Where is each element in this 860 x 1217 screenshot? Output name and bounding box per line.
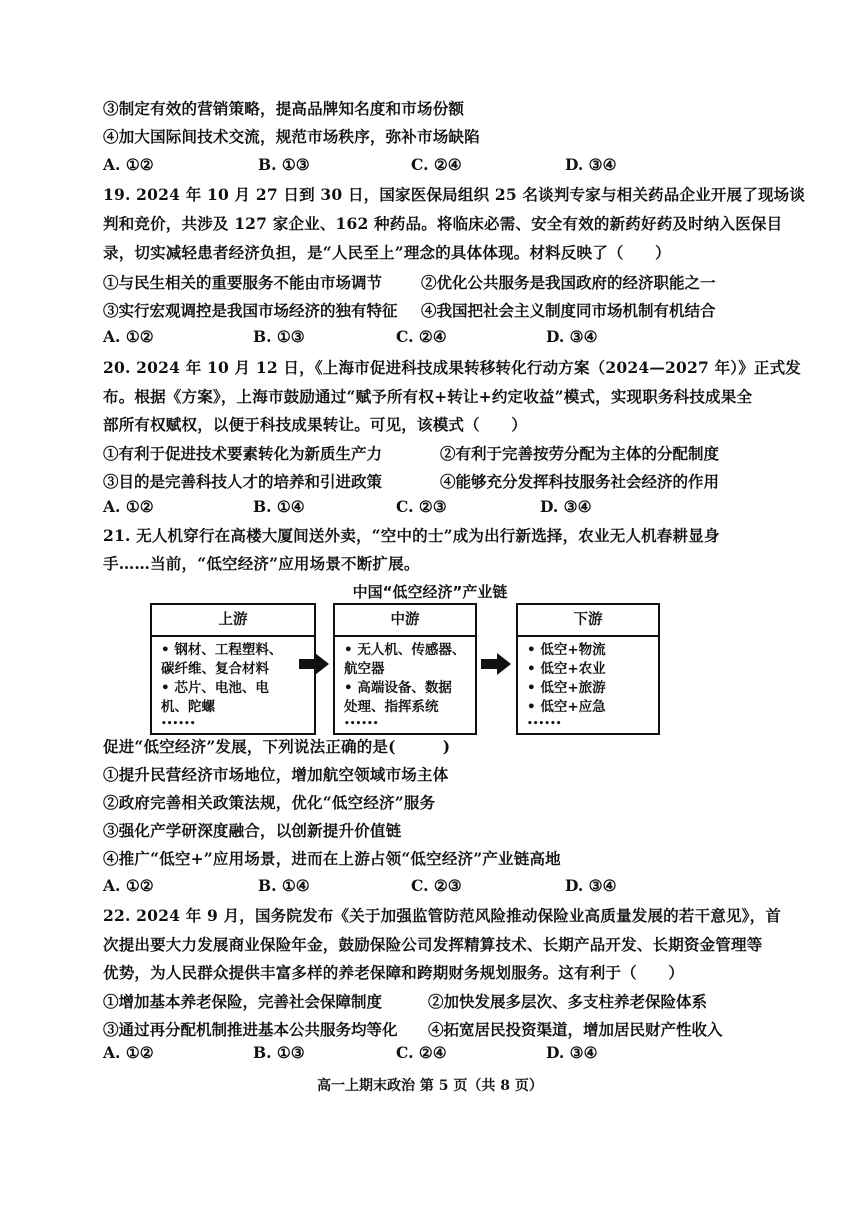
answer-b: B. ①④ [253,497,305,516]
q22-option-2: ②加快发展多层次、多支柱养老保险体系 [428,992,708,1011]
q22-option-3: ③通过再分配机制推进基本公共服务均等化 [103,1020,398,1039]
q22-option-4: ④拓宽居民投资渠道，增加居民财产性收入 [428,1020,723,1039]
upstream-items [152,637,314,731]
midstream-item: • 高端设备、数据 [344,680,452,696]
answer-c: C. ②④ [411,155,462,174]
q20-option-4: ④能够充分发挥科技服务社会经济的作用 [440,472,720,491]
arrow-icon [297,652,331,676]
midstream-item: 处理、指挥系统 [344,699,439,715]
midstream-item: 航空器 [344,661,385,677]
q21-question: 促进“低空经济”发展，下列说法正确的是( ) [103,737,451,756]
q22-answers [103,1043,803,1065]
q19-stem-line-1: 19. 2024 年 10 月 27 日到 30 日，国家医保局组织 25 名谈判专家与相关药品企业开展了现场谈 [103,185,806,204]
q22-stem-line-3: 优势，为人民群众提供丰富多样的养老保障和跨期财务规划服务。这有利于（ ） [103,963,684,982]
q22-options-row-1 [103,990,803,1012]
midstream-item: • 无人机、传感器、 [344,642,466,658]
answer-d: D. ③④ [546,327,598,346]
midstream-item: •••••• [344,719,379,729]
upstream-item: 机、陀螺 [161,699,215,715]
answer-c: C. ②④ [396,1043,447,1062]
midstream-items [335,637,475,731]
q19-option-2: ②优化公共服务是我国政府的经济职能之一 [421,273,716,292]
downstream-head: 下游 [518,605,658,637]
upstream-box [150,603,316,735]
midstream-head: 中游 [335,605,475,637]
q20-stem-line-1: 20. 2024 年 10 月 12 日，《上海市促进科技成果转移转化行动方案（2024—2027 年）》正式发 [103,358,802,377]
q18-option-3: ③制定有效的营销策略，提高品牌知名度和市场份额 [103,99,465,118]
q18-answers [103,155,803,177]
q21-option-3: ③强化产学研深度融合，以创新提升价值链 [103,821,402,840]
downstream-item: • 低空+应急 [527,699,606,715]
q22-option-1: ①增加基本养老保险，完善社会保障制度 [103,992,383,1011]
downstream-item: • 低空+旅游 [527,680,606,696]
q19-option-3: ③实行宏观调控是我国市场经济的独有特征 [103,301,398,320]
q20-options-row-2 [103,470,803,492]
answer-b: B. ①④ [258,876,310,895]
answer-a: A. ①② [103,327,154,346]
answer-d: D. ③④ [565,876,617,895]
q21-option-4: ④推广“低空+”应用场景，进而在上游占领“低空经济”产业链高地 [103,849,561,868]
q22-stem-line-1: 22. 2024 年 9 月，国务院发布《关于加强监管防范风险推动保险业高质量发展的若干意见》，首 [103,906,782,925]
q19-stem-line-2: 判和竞价，共涉及 127 家企业、162 种药品。将临床必需、安全有效的新药好药及时纳入医保目 [103,214,783,233]
answer-b: B. ①③ [253,1043,305,1062]
q19-option-1: ①与民生相关的重要服务不能由市场调节 [103,273,383,292]
q21-stem-line-1: 21. 无人机穿行在高楼大厦间送外卖，“空中的士”成为出行新选择，农业无人机春耕显身 [103,526,720,545]
q20-options-row-1 [103,442,803,464]
upstream-head: 上游 [152,605,314,637]
q19-option-4: ④我国把社会主义制度同市场机制有机结合 [421,301,716,320]
q22-options-row-2 [103,1018,803,1040]
arrow-icon [479,652,513,676]
upstream-item: 碳纤维、复合材料 [161,661,269,677]
q20-option-2: ②有利于完善按劳分配为主体的分配制度 [440,444,720,463]
q19-options-row-2 [103,299,803,321]
answer-d: D. ③④ [546,1043,598,1062]
answer-c: C. ②④ [396,327,447,346]
upstream-item: • 钢材、工程塑料、 [161,642,283,658]
answer-d: D. ③④ [565,155,617,174]
downstream-items [518,637,658,731]
q19-answers [103,327,803,349]
q19-options-row-1 [103,271,803,293]
answer-a: A. ①② [103,1043,154,1062]
page-footer: 高一上期末政治 第 5 页（共 8 页） [317,1078,543,1094]
q20-answers [103,497,803,519]
answer-b: B. ①③ [253,327,305,346]
q21-answers [103,876,803,898]
q21-option-1: ①提升民营经济市场地位，增加航空领域市场主体 [103,765,449,784]
downstream-item: • 低空+物流 [527,642,606,658]
downstream-box [516,603,660,735]
q22-stem-line-2: 次提出要大力发展商业保险年金，鼓励保险公司发挥精算技术、长期产品开发、长期资金管理等 [103,935,763,954]
answer-a: A. ①② [103,876,154,895]
q20-stem-line-2: 布。根据《方案》，上海市鼓励通过“赋予所有权+转让+约定收益”模式，实现职务科技成果全 [103,387,753,406]
answer-b: B. ①③ [258,155,310,174]
answer-d: D. ③④ [540,497,592,516]
downstream-item: •••••• [527,719,562,729]
answer-c: C. ②③ [396,497,447,516]
q21-option-2: ②政府完善相关政策法规，优化“低空经济”服务 [103,793,436,812]
answer-a: A. ①② [103,155,154,174]
q20-option-3: ③目的是完善科技人才的培养和引进政策 [103,472,383,491]
downstream-item: • 低空+农业 [527,661,606,677]
diagram-title: 中国“低空经济”产业链 [352,583,508,601]
midstream-box [333,603,477,735]
q19-stem-line-3: 录，切实减轻患者经济负担，是“人民至上”理念的具体体现。材料反映了（ ） [103,243,671,262]
q20-option-1: ①有利于促进技术要素转化为新质生产力 [103,444,383,463]
q18-option-4: ④加大国际间技术交流，规范市场秩序，弥补市场缺陷 [103,127,480,146]
upstream-item: •••••• [161,719,196,729]
answer-c: C. ②③ [411,876,462,895]
q20-stem-line-3: 部所有权赋权，以便于科技成果转让。可见，该模式（ ） [103,415,527,434]
answer-a: A. ①② [103,497,154,516]
upstream-item: • 芯片、电池、电 [161,680,269,696]
q21-stem-line-2: 手……当前，“低空经济”应用场景不断扩展。 [103,554,420,573]
